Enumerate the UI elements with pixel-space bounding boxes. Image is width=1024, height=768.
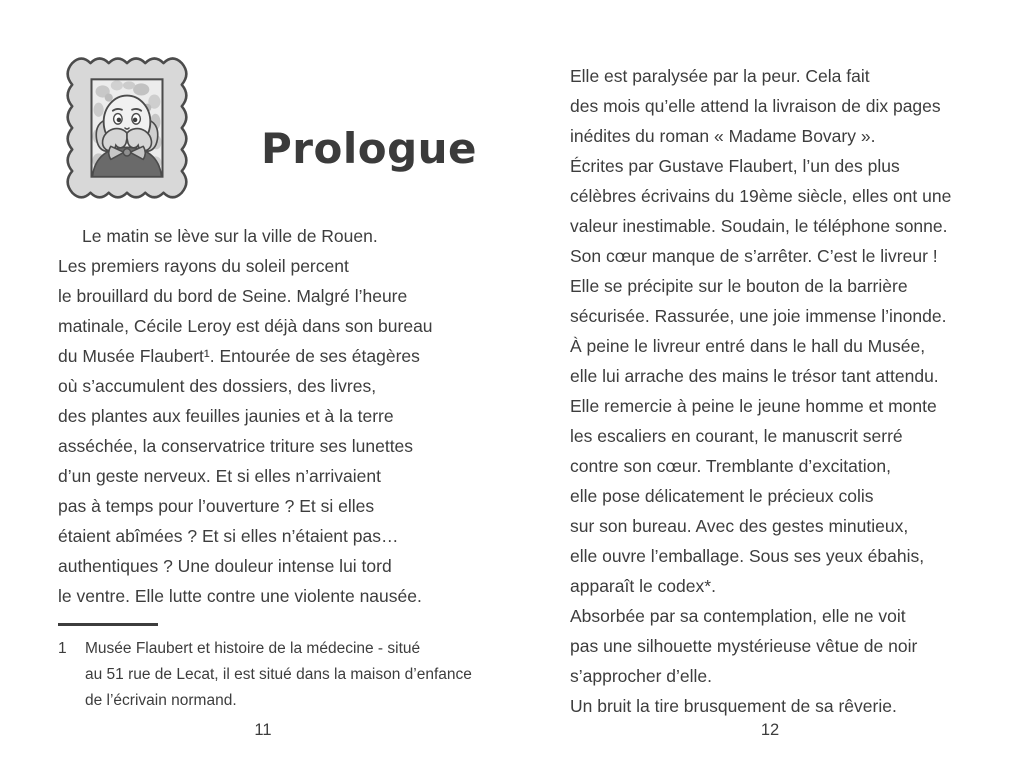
footnote-line: au 51 rue de Lecat, il est situé dans la maison d’enfance: [85, 666, 472, 683]
text-line: pas à temps pour l’ouverture ? Et si elles: [58, 496, 375, 516]
text-line: elle ouvre l’emballage. Sous ses yeux ébahis,: [570, 546, 925, 566]
right-page-text: [570, 61, 1000, 721]
footnote-divider: [58, 623, 158, 626]
page-number-left: 11: [254, 721, 272, 739]
text-line: Écrites par Gustave Flaubert, l’un des plus: [570, 156, 900, 176]
text-line: Elle se précipite sur le bouton de la barrière: [570, 276, 908, 296]
text-line: célèbres écrivains du 19ème siècle, elles ont une: [570, 186, 952, 206]
text-line: valeur inestimable. Soudain, le téléphone sonne.: [570, 216, 948, 236]
text-line: Un bruit la tire brusquement de sa rêverie.: [570, 696, 897, 716]
footnote-line: de l’écrivain normand.: [85, 692, 237, 709]
text-line: le ventre. Elle lutte contre une violente nausée.: [58, 586, 422, 606]
text-line: des plantes aux feuilles jaunies et à la terre: [58, 406, 394, 426]
text-line: s’approcher d’elle.: [570, 666, 713, 686]
text-line: les escaliers en courant, le manuscrit serré: [570, 426, 903, 446]
text-line: sur son bureau. Avec des gestes minutieux,: [570, 516, 909, 536]
framed-portrait-icon: [56, 46, 198, 210]
text-line: authentiques ? Une douleur intense lui tord: [58, 556, 392, 576]
text-line: contre son cœur. Tremblante d’excitation,: [570, 456, 891, 476]
text-line: matinale, Cécile Leroy est déjà dans son bureau: [58, 316, 433, 336]
text-line: le brouillard du bord de Seine. Malgré l’heure: [58, 286, 408, 306]
text-line: Les premiers rayons du soleil percent: [58, 256, 349, 276]
text-line: Le matin se lève sur la ville de Rouen.: [82, 226, 378, 246]
page-number-right: 12: [760, 721, 780, 739]
text-line: À peine le livreur entré dans le hall du Musée,: [570, 336, 926, 356]
text-line: Elle remercie à peine le jeune homme et monte: [570, 396, 937, 416]
footnote: [58, 636, 478, 714]
text-line: Absorbée par sa contemplation, elle ne voit: [570, 606, 906, 626]
text-line: inédites du roman « Madame Bovary ».: [570, 126, 876, 146]
text-line: étaient abîmées ? Et si elles n’étaient pas…: [58, 526, 399, 546]
text-line: elle lui arrache des mains le trésor tant attendu.: [570, 366, 939, 386]
footnote-line: Musée Flaubert et histoire de la médecine - situé: [85, 640, 421, 657]
text-line: des mois qu’elle attend la livraison de dix pages: [570, 96, 941, 116]
text-line: sécurisée. Rassurée, une joie immense l’inonde.: [570, 306, 947, 326]
text-line: elle pose délicatement le précieux colis: [570, 486, 874, 506]
text-line: Elle est paralysée par la peur. Cela fait: [570, 66, 870, 86]
text-line: pas une silhouette mystérieuse vêtue de noir: [570, 636, 918, 656]
text-line: Son cœur manque de s’arrêter. C’est le livreur !: [570, 246, 938, 266]
footnote-marker: 1: [58, 640, 67, 657]
chapter-title: Prologue: [260, 124, 478, 174]
text-line: du Musée Flaubert¹. Entourée de ses étagères: [58, 346, 420, 366]
text-line: d’un geste nerveux. Et si elles n’arrivaient: [58, 466, 381, 486]
text-line: asséchée, la conservatrice triture ses lunettes: [58, 436, 414, 456]
flaubert-portrait-illustration: [56, 46, 198, 210]
left-page-text: [58, 221, 478, 611]
text-line: apparaît le codex*.: [570, 576, 716, 596]
text-line: où s’accumulent des dossiers, des livres,: [58, 376, 377, 396]
